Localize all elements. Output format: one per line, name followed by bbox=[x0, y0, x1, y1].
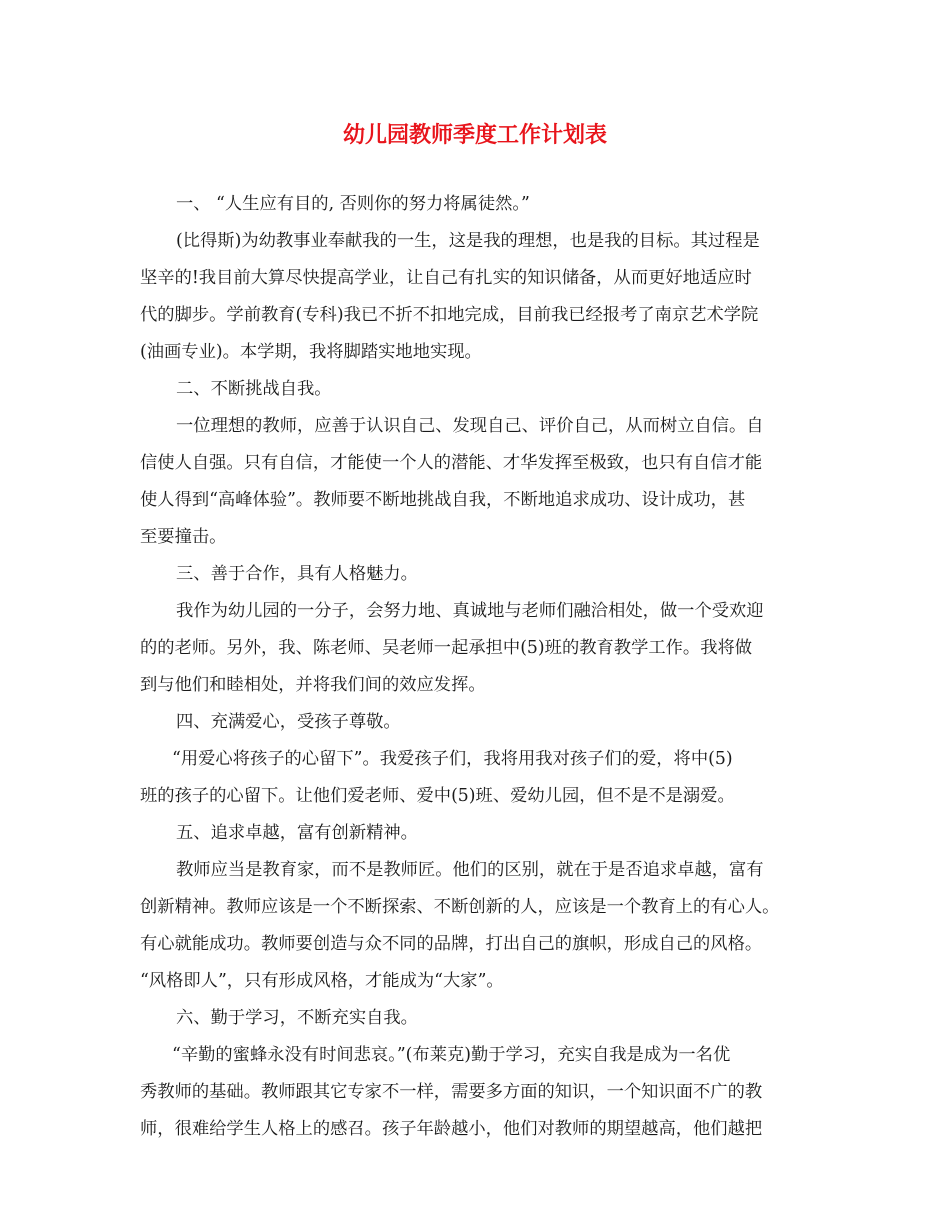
body-line: 教师应当是教育家，而不是教师匠。他们的区别，就在于是否追求卓越，富有 bbox=[176, 860, 764, 880]
body-line: 的的老师。另外，我、陈老师、吴老师一起承担中(5)班的教育教学工作。我将做 bbox=[140, 638, 753, 658]
body-line: 一位理想的教师，应善于认识自己、发现自己、评价自己，从而树立自信。自 bbox=[176, 416, 764, 436]
section-heading-4: 四、充满爱心，受孩子尊敬。 bbox=[176, 712, 401, 732]
body-line: 到与他们和睦相处，并将我们间的效应发挥。 bbox=[140, 675, 486, 695]
body-line: 至要撞击。 bbox=[140, 527, 227, 547]
body-line: (比得斯)为幼教事业奉献我的一生，这是我的理想，也是我的目标。其过程是 bbox=[176, 231, 760, 251]
body-line: 班的孩子的心留下。让他们爱老师、爱中(5)班、爱幼儿园，但不是不是溺爱。 bbox=[140, 786, 735, 806]
body-line: 师，很难给学生人格上的感召。孩子年龄越小，他们对教师的期望越高，他们越把 bbox=[140, 1119, 763, 1139]
body-line: “风格即人”，只有形成风格，才能成为“大家”。 bbox=[140, 971, 504, 991]
body-line: “用爱心将孩子的心留下”。我爱孩子们，我将用我对孩子们的爱，将中(5) bbox=[172, 749, 733, 769]
body-line: 创新精神。教师应该是一个不断探索、不断创新的人，应该是一个教育上的有心人。 bbox=[140, 897, 780, 917]
body-line: 信使人自强。只有自信，才能使一个人的潜能、才华发挥至极致，也只有自信才能 bbox=[140, 453, 763, 473]
body-line: 使人得到“高峰体验”。教师要不断地挑战自我，不断地追求成功、设计成功，甚 bbox=[140, 490, 746, 510]
body-line: 我作为幼儿园的一分子，会努力地、真诚地与老师们融洽相处，做一个受欢迎 bbox=[176, 601, 764, 621]
section-heading-1: 一、 “人生应有目的, 否则你的努力将属徒然。” bbox=[176, 194, 530, 214]
body-line: 代的脚步。学前教育(专科)我已不折不扣地完成，目前我已经报考了南京艺术学院 bbox=[140, 305, 759, 325]
section-heading-3: 三、善于合作，具有人格魅力。 bbox=[176, 564, 418, 584]
body-line: 有心就能成功。教师要创造与众不同的品牌，打出自己的旗帜，形成自己的风格。 bbox=[140, 934, 763, 954]
body-line: (油画专业)。本学期，我将脚踏实地地实现。 bbox=[140, 342, 482, 362]
section-heading-5: 五、追求卓越，富有创新精神。 bbox=[176, 823, 418, 843]
body-line: 坚辛的!我目前大算尽快提高学业，让自己有扎实的知识储备，从而更好地适应时 bbox=[140, 268, 752, 288]
section-heading-2: 二、不断挑战自我。 bbox=[176, 379, 332, 399]
body-line: 秀教师的基础。教师跟其它专家不一样，需要多方面的知识，一个知识面不广的教 bbox=[140, 1082, 763, 1102]
section-heading-6: 六、勤于学习，不断充实自我。 bbox=[176, 1008, 418, 1028]
document-title: 幼儿园教师季度工作计划表 bbox=[342, 122, 607, 148]
body-line: “辛勤的蜜蜂永没有时间悲哀。”(布莱克)勤于学习，充实自我是成为一名优 bbox=[172, 1045, 731, 1065]
